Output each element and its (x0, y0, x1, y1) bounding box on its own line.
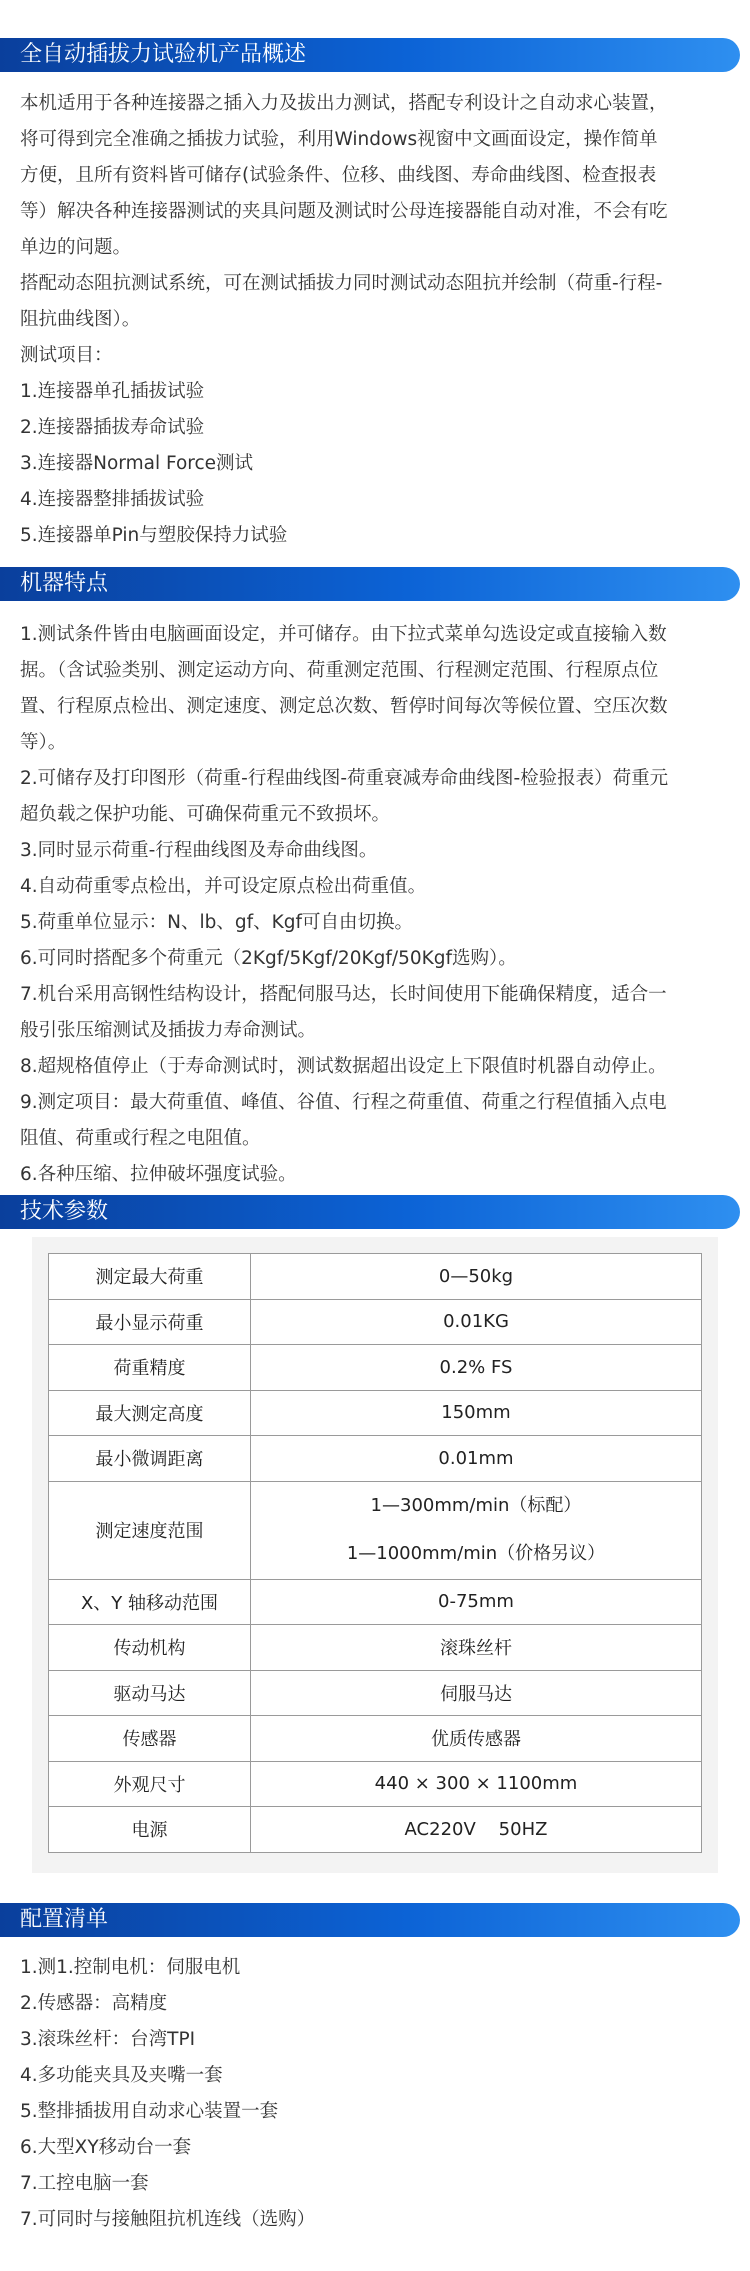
spec-value: 440 × 300 × 1100mm (251, 1761, 702, 1807)
spec-key: 荷重精度 (49, 1345, 251, 1391)
table-row (49, 1254, 702, 1300)
table-row (49, 1579, 702, 1625)
text-line: 6.各种压缩、拉伸破坏强度试验。 (20, 1164, 297, 1185)
list-item: 1.测1.控制电机：伺服电机 (20, 1957, 241, 1978)
spec-value: 150mm (251, 1390, 702, 1436)
spec-value: 0.01KG (251, 1299, 702, 1345)
section-title: 技术参数 (20, 1199, 109, 1224)
table-row (49, 1345, 702, 1391)
section-title: 全自动插拔力试验机产品概述 (20, 42, 307, 67)
table-row (49, 1390, 702, 1436)
text-line: 置、行程原点检出、测定速度、测定总次数、暂停时间每次等候位置、空压次数 (20, 696, 668, 717)
spec-value: 0.2% FS (251, 1345, 702, 1391)
spec-value: 0—50kg (251, 1254, 702, 1300)
text-line: 阻抗曲线图）。 (20, 309, 141, 330)
spec-key: 最大测定高度 (49, 1390, 251, 1436)
list-item: 3.滚珠丝杆：台湾TPI (20, 2029, 196, 2050)
features-text (20, 617, 735, 1193)
list-item: 2.连接器插拔寿命试验 (20, 417, 205, 438)
list-item: 3.连接器Normal Force测试 (20, 453, 254, 474)
text-line: 9.测定项目：最大荷重值、峰值、谷值、行程之荷重值、荷重之行程值插入点电 (20, 1092, 667, 1113)
table-row (49, 1716, 702, 1762)
spec-value: AC220V 50HZ (251, 1807, 702, 1853)
spec-key: 传感器 (49, 1716, 251, 1762)
table-row (49, 1481, 702, 1579)
list-item: 7.工控电脑一套 (20, 2173, 149, 2194)
list-item: 6.大型XY移动台一套 (20, 2137, 192, 2158)
text-line: 7.机台采用高钢性结构设计，搭配伺服马达，长时间使用下能确保精度，适合一 (20, 984, 667, 1005)
text-line: 单边的问题。 (20, 237, 132, 258)
spec-key: 测定最大荷重 (49, 1254, 251, 1300)
list-item: 4.多功能夹具及夹嘴一套 (20, 2065, 223, 2086)
spec-key: X、Y 轴移动范围 (49, 1579, 251, 1625)
table-row (49, 1436, 702, 1482)
spec-key: 测定速度范围 (49, 1481, 251, 1579)
text-line: 搭配动态阻抗测试系统，可在测试插拔力同时测试动态阻抗并绘制（荷重-行程- (20, 273, 663, 294)
section-header-features (0, 567, 740, 601)
text-line: 方便，且所有资料皆可储存(试验条件、位移、曲线图、寿命曲线图、检查报表 (20, 165, 657, 186)
spec-key: 外观尺寸 (49, 1761, 251, 1807)
section-header-specs (0, 1195, 740, 1229)
text-line: 般引张压缩测试及插拔力寿命测试。 (20, 1020, 317, 1041)
list-item: 7.可同时与接触阻抗机连线（选购） (20, 2209, 316, 2230)
list-item: 5.连接器单Pin与塑胶保持力试验 (20, 525, 288, 546)
table-row (49, 1807, 702, 1853)
config-list (20, 1950, 735, 2238)
section-title: 机器特点 (20, 571, 109, 596)
spec-value: 伺服马达 (251, 1670, 702, 1716)
spec-value: 优质传感器 (251, 1716, 702, 1762)
text-line: 3.同时显示荷重-行程曲线图及寿命曲线图。 (20, 840, 378, 861)
spec-value: 0-75mm (251, 1579, 702, 1625)
section-header-config (0, 1903, 740, 1937)
spec-key: 驱动马达 (49, 1670, 251, 1716)
text-line: 超负载之保护功能、可确保荷重元不致损坏。 (20, 804, 391, 825)
text-line: 阻值、荷重或行程之电阻值。 (20, 1128, 261, 1149)
text-line: 测试项目： (20, 345, 113, 366)
spec-key: 最小显示荷重 (49, 1299, 251, 1345)
spec-table (48, 1253, 702, 1853)
table-row (49, 1670, 702, 1716)
list-item: 2.传感器：高精度 (20, 1993, 168, 2014)
text-line: 8.超规格值停止（于寿命测试时，测试数据超出设定上下限值时机器自动停止。 (20, 1056, 667, 1077)
spec-value: 滚珠丝杆 (251, 1625, 702, 1671)
list-item: 4.连接器整排插拔试验 (20, 489, 205, 510)
list-item: 5.整排插拔用自动求心装置一套 (20, 2101, 279, 2122)
text-line: 等）。 (20, 732, 67, 753)
text-line: 4.自动荷重零点检出，并可设定原点检出荷重值。 (20, 876, 427, 897)
text-line: 2.可储存及打印图形（荷重-行程曲线图-荷重衰减寿命曲线图-检验报表）荷重元 (20, 768, 669, 789)
spec-key: 传动机构 (49, 1625, 251, 1671)
spec-key: 电源 (49, 1807, 251, 1853)
section-header-overview (0, 38, 740, 72)
text-line: 本机适用于各种连接器之插入力及拔出力测试，搭配专利设计之自动求心装置， (20, 93, 668, 114)
spec-key: 最小微调距离 (49, 1436, 251, 1482)
table-row (49, 1625, 702, 1671)
spec-value: 0.01mm (251, 1436, 702, 1482)
text-line: 1.测试条件皆由电脑画面设定，并可储存。由下拉式菜单勾选设定或直接输入数 (20, 624, 667, 645)
overview-text (20, 86, 735, 554)
text-line: 等）解决各种连接器测试的夹具问题及测试时公母连接器能自动对准，不会有吃 (20, 201, 668, 222)
spec-value (251, 1481, 702, 1579)
spec-value-line: 1—300mm/min（标配） (370, 1495, 582, 1516)
text-line: 据。（含试验类别、测定运动方向、荷重测定范围、行程测定范围、行程原点位 (20, 660, 659, 681)
section-title: 配置清单 (20, 1907, 109, 1932)
table-row (49, 1761, 702, 1807)
text-line: 5.荷重单位显示：N、lb、gf、Kgf可自由切换。 (20, 912, 414, 933)
text-line: 6.可同时搭配多个荷重元（2Kgf/5Kgf/20Kgf/50Kgf选购）。 (20, 948, 517, 969)
list-item: 1.连接器单孔插拔试验 (20, 381, 205, 402)
spec-value-line: 1—1000mm/min（价格另议） (346, 1543, 606, 1564)
table-row (49, 1299, 702, 1345)
text-line: 将可得到完全准确之插拔力试验，利用Windows视窗中文画面设定，操作简单 (20, 129, 658, 150)
